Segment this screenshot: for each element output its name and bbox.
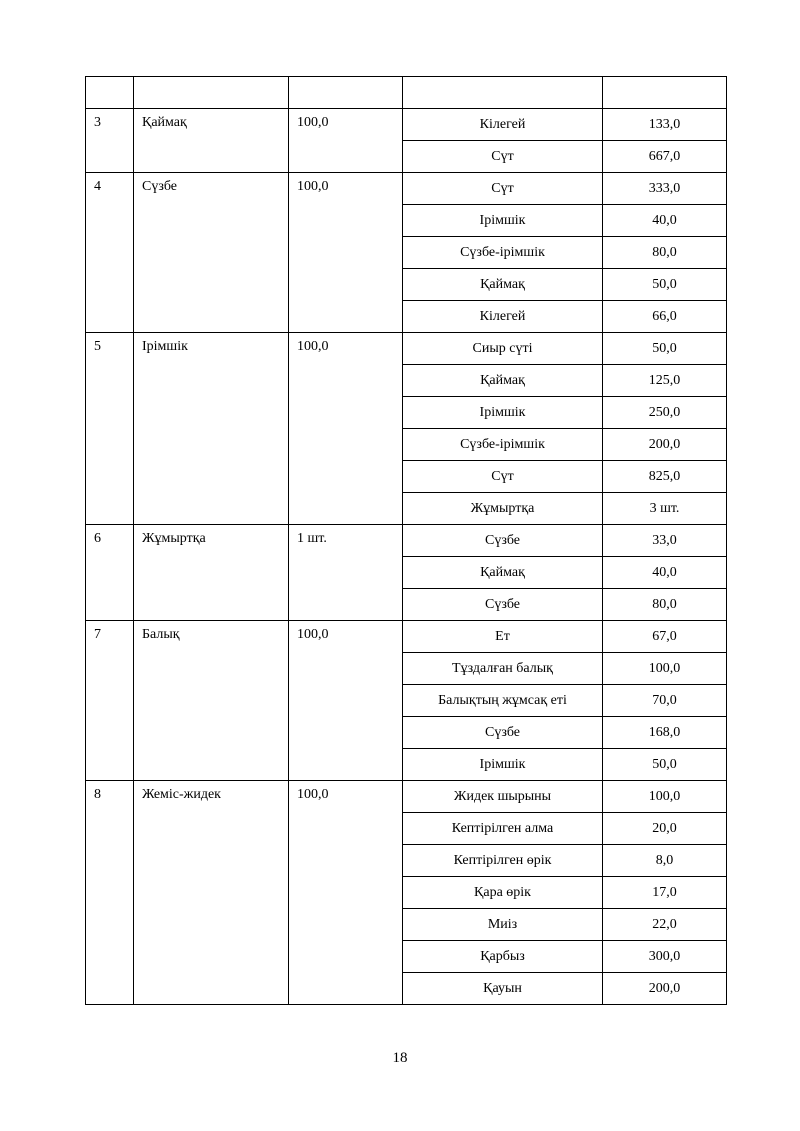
ingredient-value: 40,0 <box>603 557 727 589</box>
ingredient-value: 33,0 <box>603 525 727 557</box>
product-amount: 1 шт. <box>289 525 403 621</box>
product-amount: 100,0 <box>289 109 403 173</box>
ingredient-name: Кептірілген өрік <box>403 845 603 877</box>
ingredient-value: 667,0 <box>603 141 727 173</box>
ingredient-name: Қаймақ <box>403 365 603 397</box>
ingredient-value: 67,0 <box>603 621 727 653</box>
ingredient-name: Жұмыртқа <box>403 493 603 525</box>
ingredient-name: Ірімшік <box>403 205 603 237</box>
ingredient-value: 17,0 <box>603 877 727 909</box>
table-row <box>86 525 727 557</box>
header-cell-number <box>86 77 134 109</box>
row-number: 3 <box>86 109 134 173</box>
ingredient-name: Ет <box>403 621 603 653</box>
ingredient-name: Кептірілген алма <box>403 813 603 845</box>
ingredient-value: 3 шт. <box>603 493 727 525</box>
ingredient-value: 50,0 <box>603 749 727 781</box>
product-amount: 100,0 <box>289 781 403 1005</box>
ingredient-value: 825,0 <box>603 461 727 493</box>
page-number: 18 <box>392 1050 408 1066</box>
header-cell-amount <box>289 77 403 109</box>
ingredient-name: Қара өрік <box>403 877 603 909</box>
row-number: 4 <box>86 173 134 333</box>
ingredient-name: Қаймақ <box>403 269 603 301</box>
product-name: Жеміс-жидек <box>134 781 289 1005</box>
product-table-body <box>86 77 727 1005</box>
ingredient-name: Балықтың жұмсақ еті <box>403 685 603 717</box>
row-number: 8 <box>86 781 134 1005</box>
ingredient-name: Сүзбе <box>403 717 603 749</box>
ingredient-value: 133,0 <box>603 109 727 141</box>
row-number: 5 <box>86 333 134 525</box>
ingredient-name: Жидек шырыны <box>403 781 603 813</box>
table-header-row <box>86 77 727 109</box>
ingredient-value: 200,0 <box>603 429 727 461</box>
product-name: Жұмыртқа <box>134 525 289 621</box>
ingredient-value: 200,0 <box>603 973 727 1005</box>
product-name: Сүзбе <box>134 173 289 333</box>
product-name: Қаймақ <box>134 109 289 173</box>
table-row <box>86 173 727 205</box>
product-amount: 100,0 <box>289 621 403 781</box>
table-row <box>86 109 727 141</box>
ingredient-value: 80,0 <box>603 237 727 269</box>
product-table <box>85 76 727 1005</box>
ingredient-name: Сүт <box>403 141 603 173</box>
ingredient-name: Миіз <box>403 909 603 941</box>
ingredient-value: 50,0 <box>603 269 727 301</box>
ingredient-name: Сиыр сүті <box>403 333 603 365</box>
row-number: 7 <box>86 621 134 781</box>
row-number: 6 <box>86 525 134 621</box>
table-row <box>86 621 727 653</box>
ingredient-value: 250,0 <box>603 397 727 429</box>
ingredient-name: Кілегей <box>403 109 603 141</box>
ingredient-value: 70,0 <box>603 685 727 717</box>
ingredient-value: 100,0 <box>603 781 727 813</box>
ingredient-name: Сүзбе-ірімшік <box>403 429 603 461</box>
ingredient-name: Кілегей <box>403 301 603 333</box>
header-cell-value <box>603 77 727 109</box>
ingredient-name: Ірімшік <box>403 397 603 429</box>
header-cell-product <box>134 77 289 109</box>
ingredient-value: 125,0 <box>603 365 727 397</box>
ingredient-value: 40,0 <box>603 205 727 237</box>
ingredient-value: 8,0 <box>603 845 727 877</box>
table-row <box>86 333 727 365</box>
product-amount: 100,0 <box>289 333 403 525</box>
ingredient-value: 66,0 <box>603 301 727 333</box>
ingredient-value: 50,0 <box>603 333 727 365</box>
header-cell-ingredient <box>403 77 603 109</box>
ingredient-name: Қарбыз <box>403 941 603 973</box>
ingredient-name: Сүзбе <box>403 525 603 557</box>
table-row <box>86 781 727 813</box>
product-amount: 100,0 <box>289 173 403 333</box>
ingredient-name: Сүт <box>403 461 603 493</box>
ingredient-name: Ірімшік <box>403 749 603 781</box>
ingredient-value: 22,0 <box>603 909 727 941</box>
ingredient-name: Сүт <box>403 173 603 205</box>
product-name: Ірімшік <box>134 333 289 525</box>
ingredient-value: 100,0 <box>603 653 727 685</box>
product-name: Балық <box>134 621 289 781</box>
ingredient-name: Қауын <box>403 973 603 1005</box>
ingredient-value: 80,0 <box>603 589 727 621</box>
ingredient-value: 300,0 <box>603 941 727 973</box>
ingredient-name: Қаймақ <box>403 557 603 589</box>
ingredient-value: 168,0 <box>603 717 727 749</box>
ingredient-value: 333,0 <box>603 173 727 205</box>
ingredient-name: Сүзбе-ірімшік <box>403 237 603 269</box>
ingredient-name: Тұздалған балық <box>403 653 603 685</box>
ingredient-name: Сүзбе <box>403 589 603 621</box>
ingredient-value: 20,0 <box>603 813 727 845</box>
